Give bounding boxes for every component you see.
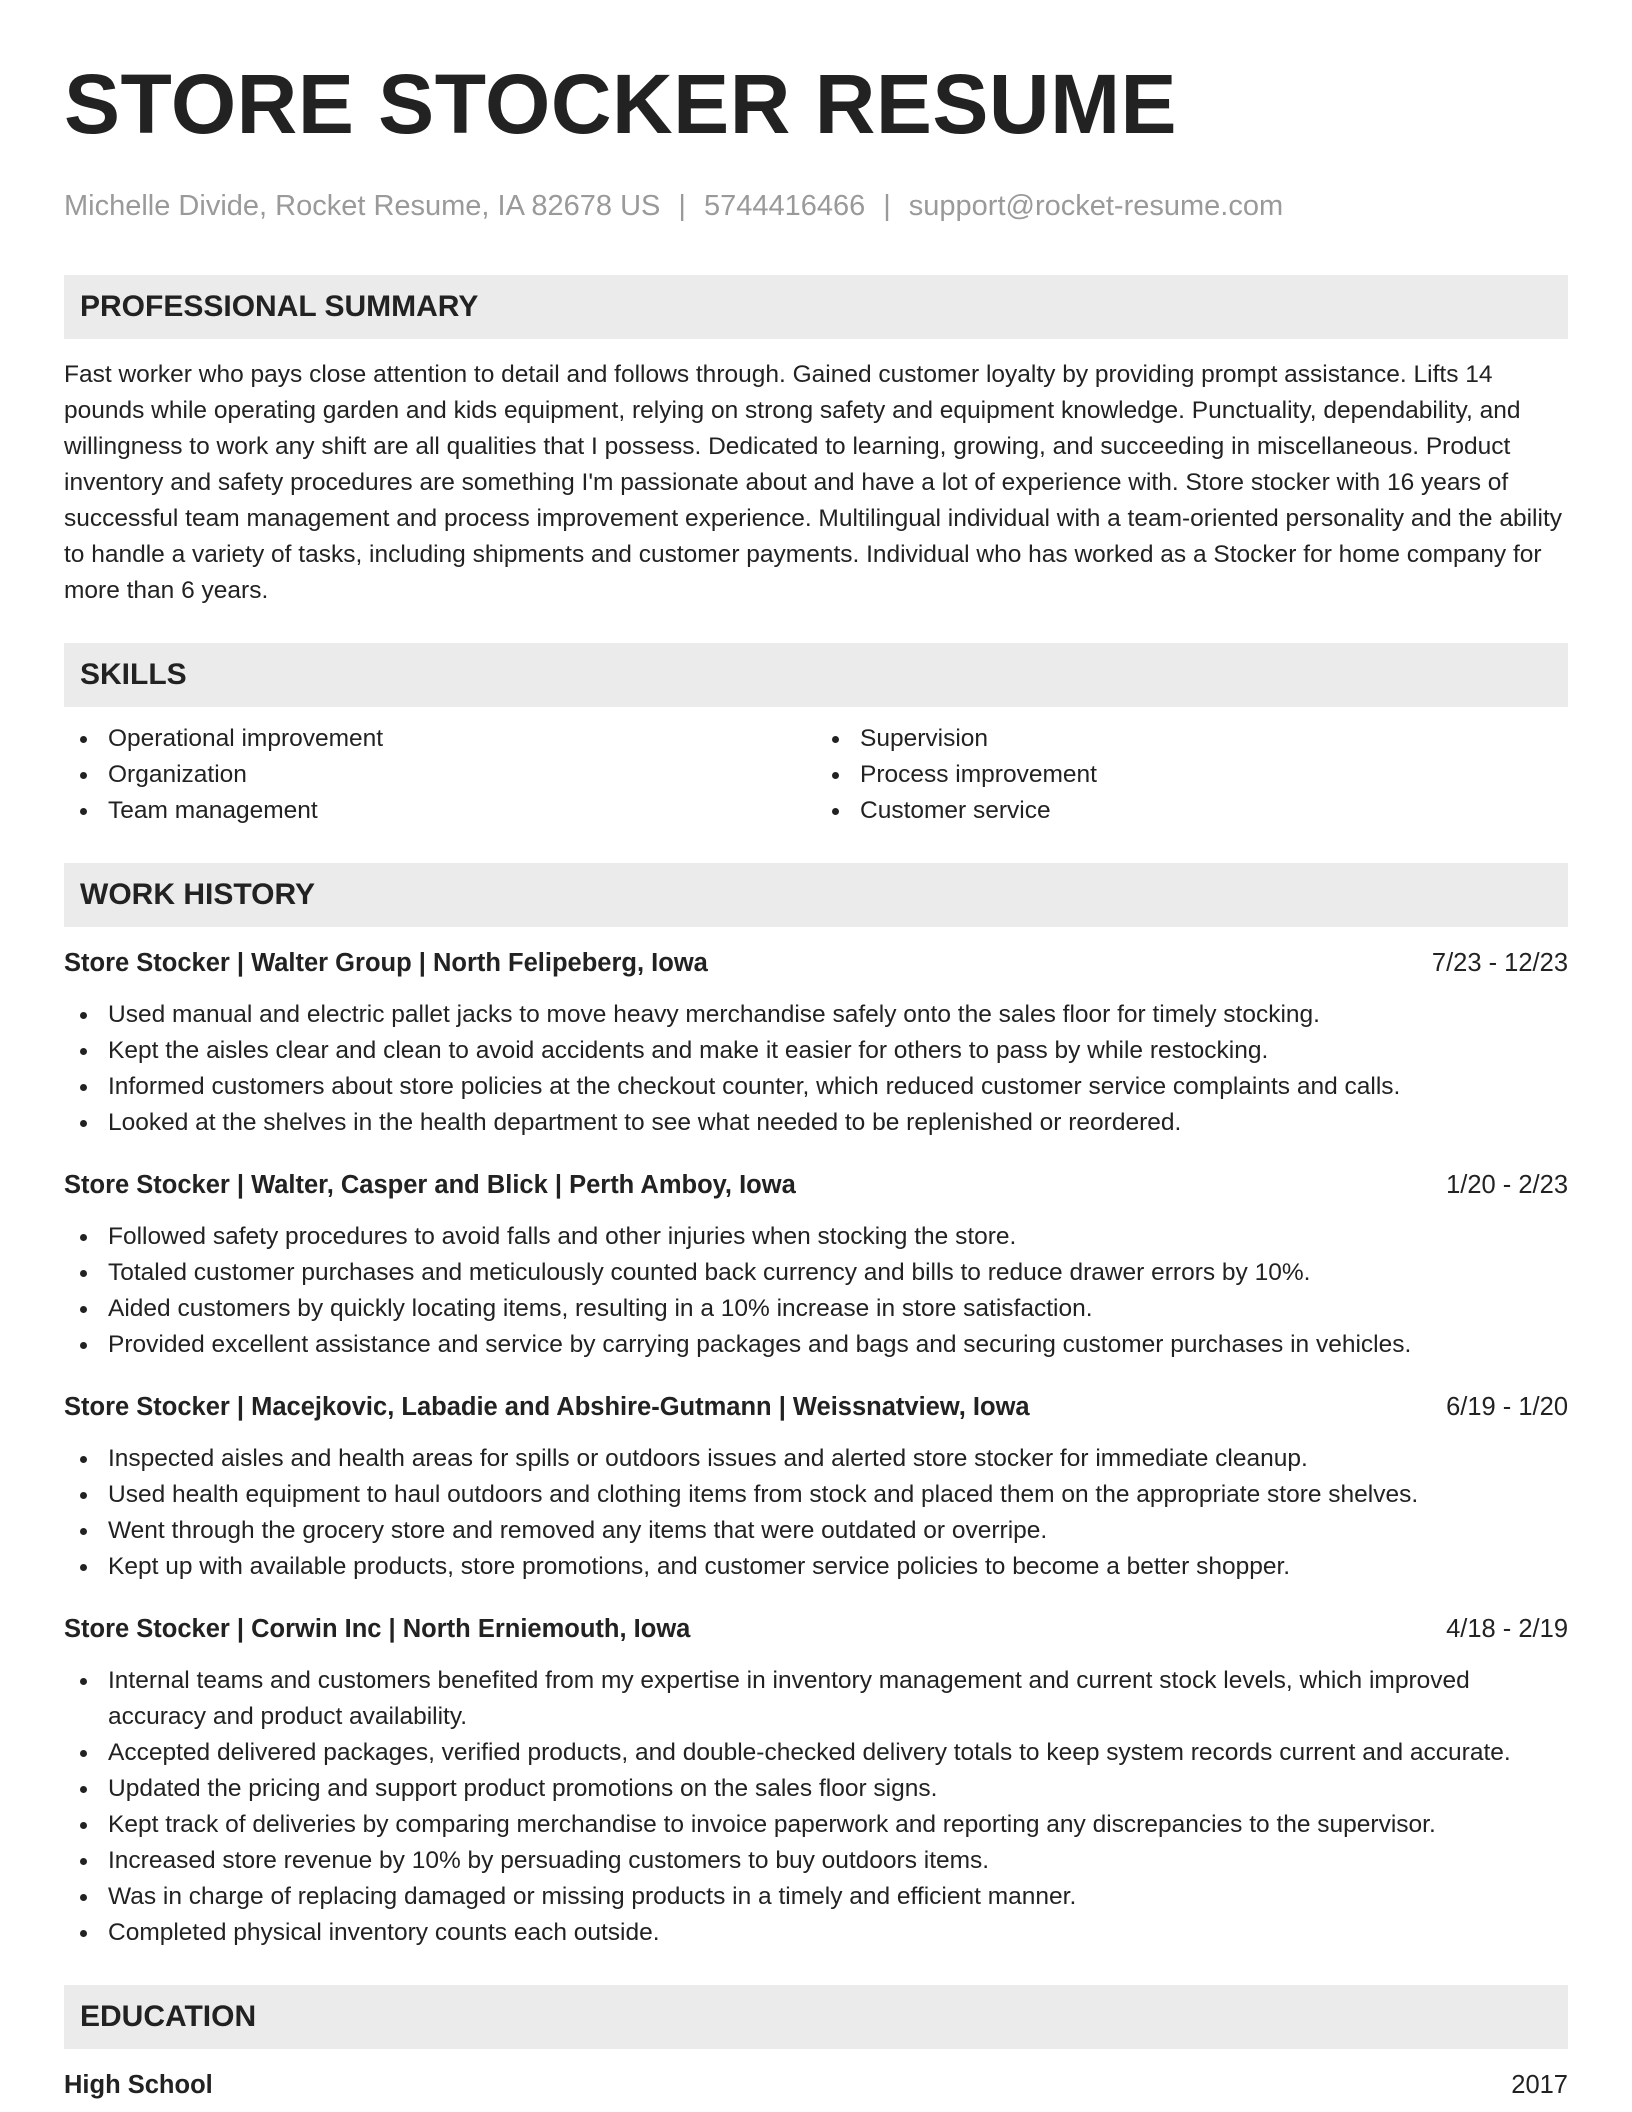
skills-column-left (64, 721, 816, 829)
job-bullets (64, 997, 1568, 1141)
job-title: Store Stocker | Corwin Inc | North Erniemouth, Iowa (64, 1615, 691, 1643)
job-entry (64, 1611, 1568, 1951)
skill-item: Customer service (816, 793, 1568, 829)
education-entry (64, 2067, 1568, 2103)
skills-column-right (816, 721, 1568, 829)
job-bullet: Used manual and electric pallet jacks to move heavy merchandise safely onto the sales floor for timely stocking. (64, 997, 1568, 1033)
section-heading-work-history: WORK HISTORY (64, 863, 1568, 927)
job-bullet: Completed physical inventory counts each outside. (64, 1915, 1568, 1951)
contact-address: Michelle Divide, Rocket Resume, IA 82678 US (64, 190, 661, 222)
job-bullet: Used health equipment to haul outdoors and clothing items from stock and placed them on the appropriate store shelves. (64, 1477, 1568, 1513)
job-bullet: Updated the pricing and support product promotions on the sales floor signs. (64, 1771, 1568, 1807)
contact-line (64, 190, 1568, 223)
job-entry (64, 945, 1568, 1141)
job-bullets (64, 1219, 1568, 1363)
section-heading-summary: PROFESSIONAL SUMMARY (64, 275, 1568, 339)
skill-item: Operational improvement (64, 721, 816, 757)
job-dates: 7/23 - 12/23 (1431, 949, 1568, 977)
job-bullet: Looked at the shelves in the health department to see what needed to be replenished or reordered. (64, 1105, 1568, 1141)
job-bullets (64, 1441, 1568, 1585)
job-dates: 6/19 - 1/20 (1446, 1393, 1568, 1421)
skill-item: Process improvement (816, 757, 1568, 793)
contact-separator: | (883, 190, 891, 222)
job-bullet: Inspected aisles and health areas for spills or outdoors issues and alerted store stocker for immediate cleanup. (64, 1441, 1568, 1477)
skill-item: Organization (64, 757, 816, 793)
job-bullet: Provided excellent assistance and service by carrying packages and bags and securing customer purchases in vehicles. (64, 1327, 1568, 1363)
job-bullet: Informed customers about store policies at the checkout counter, which reduced customer service complaints and calls. (64, 1069, 1568, 1105)
job-bullet: Accepted delivered packages, verified products, and double-checked delivery totals to keep system records current and accurate. (64, 1735, 1568, 1771)
job-title: Store Stocker | Walter Group | North Felipeberg, Iowa (64, 949, 708, 977)
summary-text: Fast worker who pays close attention to detail and follows through. Gained customer loyalty by providing prompt assistance. Lifts 14 pounds while operating garden and kids equipment, relying on strong safety and equipment knowledge. Punctuality, dependability, and willingness to work any shift are all qualities that I possess. Dedicated to learning, growing, and succeeding in miscellaneous. Product inventory and safety procedures are something I'm passionate about and have a lot of experience with. Store stocker with 16 years of successful team management and process improvement experience. Multilingual individual with a team-oriented personality and the ability to handle a variety of tasks, including shipments and customer payments. Individual who has worked as a Stocker for home company for more than 6 years. (64, 361, 1563, 604)
work-history-list (64, 945, 1568, 1951)
job-bullet: Kept up with available products, store promotions, and customer service policies to become a better shopper. (64, 1549, 1568, 1585)
job-header (64, 1167, 1568, 1203)
page-title: STORE STOCKER RESUME (64, 57, 1178, 151)
skills-list (64, 721, 1568, 829)
job-title: Store Stocker | Macejkovic, Labadie and Abshire-Gutmann | Weissnatview, Iowa (64, 1393, 1030, 1421)
job-bullet: Followed safety procedures to avoid falls and other injuries when stocking the store. (64, 1219, 1568, 1255)
job-dates: 1/20 - 2/23 (1446, 1171, 1568, 1199)
job-bullet: Went through the grocery store and removed any items that were outdated or overripe. (64, 1513, 1568, 1549)
job-dates: 4/18 - 2/19 (1446, 1615, 1568, 1643)
skill-item: Supervision (816, 721, 1568, 757)
job-bullet: Internal teams and customers benefited from my expertise in inventory management and current stock levels, which improved accuracy and product availability. (64, 1663, 1568, 1735)
job-title: Store Stocker | Walter, Casper and Blick | Perth Amboy, Iowa (64, 1171, 796, 1199)
job-bullet: Kept the aisles clear and clean to avoid accidents and make it easier for others to pass by while restocking. (64, 1033, 1568, 1069)
job-entry (64, 1167, 1568, 1363)
job-entry (64, 1389, 1568, 1585)
job-header (64, 1389, 1568, 1425)
job-header (64, 1611, 1568, 1647)
skill-item: Team management (64, 793, 816, 829)
section-heading-skills: SKILLS (64, 643, 1568, 707)
job-bullet: Increased store revenue by 10% by persuading customers to buy outdoors items. (64, 1843, 1568, 1879)
education-degree: High School (64, 2071, 213, 2099)
job-bullets (64, 1663, 1568, 1951)
job-bullet: Aided customers by quickly locating items, resulting in a 10% increase in store satisfaction. (64, 1291, 1568, 1327)
job-bullet: Was in charge of replacing damaged or missing products in a timely and efficient manner. (64, 1879, 1568, 1915)
education-year: 2017 (1511, 2071, 1568, 2099)
section-heading-education: EDUCATION (64, 1985, 1568, 2049)
contact-separator: | (678, 190, 686, 222)
job-bullet: Kept track of deliveries by comparing merchandise to invoice paperwork and reporting any discrepancies to the supervisor. (64, 1807, 1568, 1843)
contact-email: support@rocket-resume.com (908, 190, 1284, 222)
contact-phone: 5744416466 (703, 190, 866, 222)
job-bullet: Totaled customer purchases and meticulously counted back currency and bills to reduce drawer errors by 10%. (64, 1255, 1568, 1291)
job-header (64, 945, 1568, 981)
